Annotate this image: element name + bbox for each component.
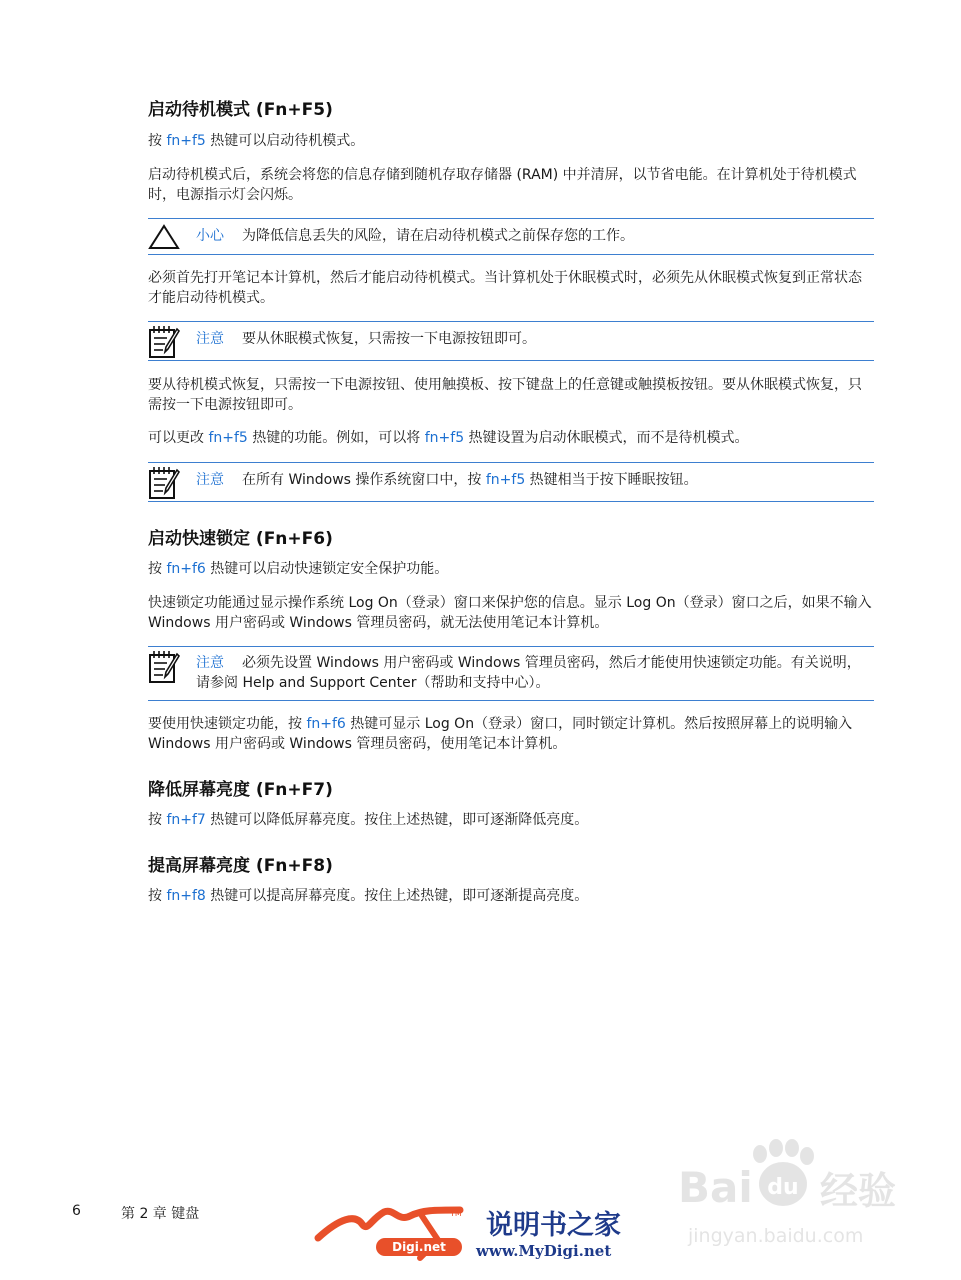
baidu-watermark [650,1138,910,1258]
paragraph: 按 fn+f7 热键可以降低屏幕亮度。按住上述热键，即可逐渐降低亮度。 [148,812,589,828]
hotkey: fn+f7 [166,812,206,828]
baidu-paw-text: du [767,1175,799,1200]
note-label: 注意 [196,472,224,488]
hotkey: fn+f5 [485,472,526,488]
caution-triangle-icon [148,224,180,250]
hotkey: fn+f8 [166,888,206,904]
heading-brightness-up: 提高屏幕亮度 (Fn+F8) [148,856,333,876]
note-box: 注意 在所有 Windows 操作系统窗口中，按 fn+f5 热键相当于按下睡眠按钮。 [148,462,874,502]
logo-url: www.MyDigi.net [476,1242,612,1260]
paragraph: 按 fn+f5 热键可以启动待机模式。 [148,133,365,149]
paragraph: 启动待机模式后，系统会将您的信息存储到随机存取存储器 (RAM) 中并清屏，以节省电能。在计算机处于待机模式时，电源指示灯会闪烁。 [148,167,857,203]
heading-standby: 启动待机模式 (Fn+F5) [148,100,333,120]
note-pencil-icon [148,650,182,684]
note-box: 注意 要从休眠模式恢复，只需按一下电源按钮即可。 [148,321,874,361]
hotkey: fn+f5 [166,133,206,149]
logo-tm: TM [450,1209,462,1218]
paragraph: 按 fn+f6 热键可以启动快速锁定安全保护功能。 [148,561,449,577]
chapter-label: 第 2 章 键盘 [121,1206,200,1222]
mydigi-logo [310,1200,655,1262]
baidu-url: jingyan.baidu.com [688,1225,864,1247]
note-label: 注意 [196,655,224,671]
paragraph: 要从待机模式恢复，只需按一下电源按钮、使用触摸板、按下键盘上的任意键或触摸板按钮。要从休眠模式恢复，只需按一下电源按钮即可。 [148,377,862,413]
baidu-cn: 经验 [820,1169,897,1213]
hotkey: fn+f5 [208,430,248,446]
heading-quicklock: 启动快速锁定 (Fn+F6) [148,529,333,549]
paragraph: 快速锁定功能通过显示操作系统 Log On（登录）窗口来保护您的信息。显示 Log On（登录）窗口之后，如果不输入 Windows 用户密码或 Windows 管理员密码，就无法使用笔记本计算机。 [148,595,872,631]
logo-title: 说明书之家 [486,1210,621,1241]
hotkey: fn+f5 [424,430,465,446]
paragraph: 必须首先打开笔记本计算机，然后才能启动待机模式。当计算机处于休眠模式时，必须先从休眠模式恢复到正常状态才能启动待机模式。 [148,270,862,306]
note-pencil-icon [148,466,182,500]
note-pencil-icon [148,325,182,359]
heading-brightness-down: 降低屏幕亮度 (Fn+F7) [148,780,333,800]
caution-label: 小心 [196,228,224,244]
note-box: 注意 必须先设置 Windows 用户密码或 Windows 管理员密码，然后才能使用快速锁定功能。有关说明，请参阅 Help and Support Center（帮助和支持中心）。 [148,646,874,701]
paragraph: 可以更改 fn+f5 热键的功能。例如，可以将 fn+f5 热键设置为启动休眠模式，而不是待机模式。 [148,430,749,446]
caution-box: 小心 为降低信息丢失的风险，请在启动待机模式之前保存您的工作。 [148,218,874,255]
page-number: 6 [72,1203,81,1219]
paragraph: 按 fn+f8 热键可以提高屏幕亮度。按住上述热键，即可逐渐提高亮度。 [148,888,589,904]
hotkey: fn+f6 [166,561,206,577]
hotkey: fn+f6 [306,716,346,732]
note-label: 注意 [196,331,224,347]
baidu-brand: Bai [678,1163,753,1212]
paragraph: 要使用快速锁定功能，按 fn+f6 热键可显示 Log On（登录）窗口，同时锁定计算机。然后按照屏幕上的说明输入 Windows 用户密码或 Windows 管理员密码，使用笔记本计算机。 [148,716,853,752]
logo-badge-text: Digi.net [392,1240,446,1254]
